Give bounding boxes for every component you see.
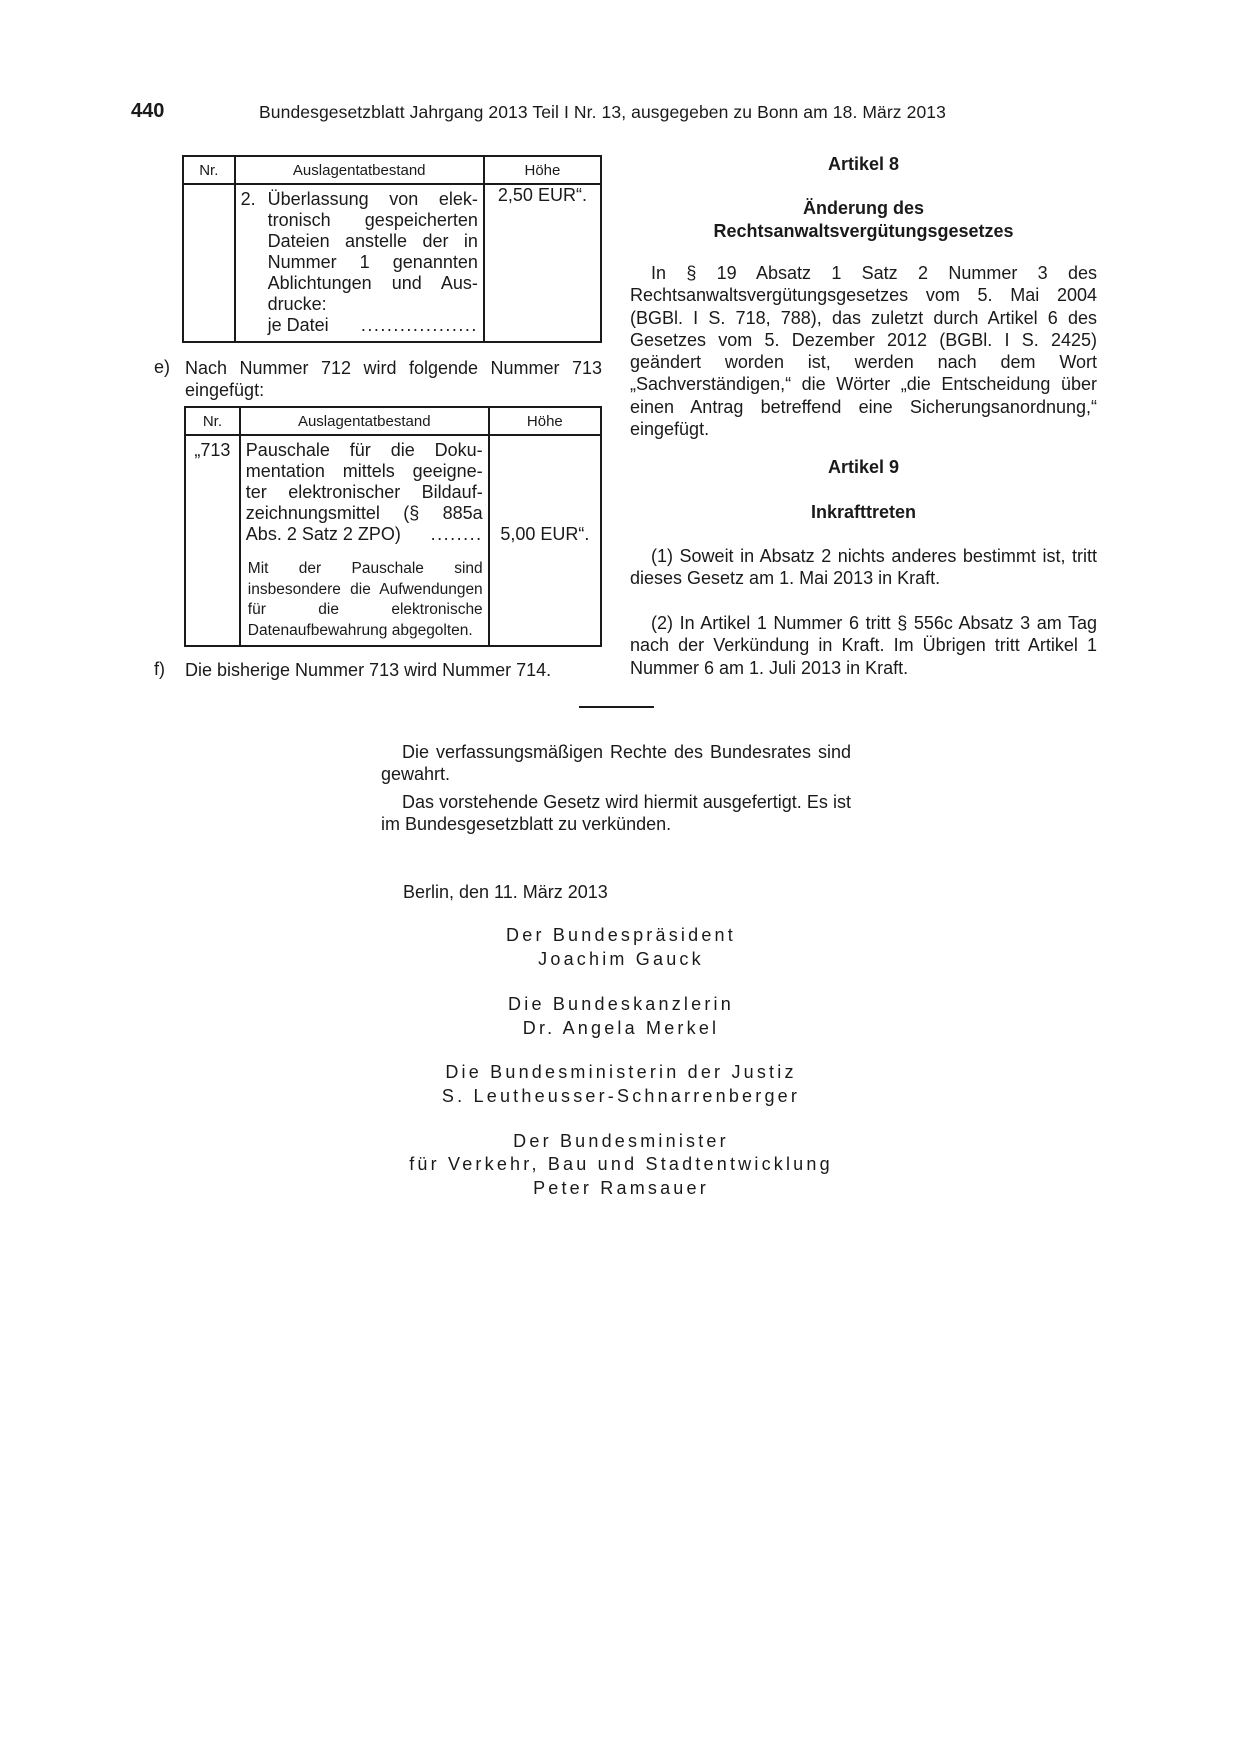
artikel-9-para-1: (1) Soweit in Absatz 2 nichts anderes bestimmt ist, tritt dieses Gesetz am 1. Mai 2013 in Kraft.: [630, 546, 1097, 589]
row-amount: [489, 435, 601, 646]
row-description: [240, 435, 489, 646]
leader-dots: ..................: [360, 315, 478, 335]
description-last-line: je Datei: [267, 315, 329, 335]
table-row: [183, 184, 601, 342]
artikel-8-title-line: Rechtsanwaltsvergütungsgesetzes: [713, 220, 1014, 241]
column-header-auslagentatbestand: Auslagentatbestand: [235, 156, 484, 184]
column-header-nr: Nr.: [183, 156, 235, 184]
column-header-auslagentatbestand: Auslagentatbestand: [240, 407, 489, 435]
fee-table-1: [182, 155, 602, 343]
description-line: Überlassung von elek-: [267, 189, 478, 209]
description-line: mentation mittels geeigne-: [245, 461, 483, 481]
signature-2-title: Die Bundeskanzlerin: [508, 994, 734, 1014]
description-line: Pauschale für die Doku-: [245, 440, 483, 460]
description-line: Ablichtungen und Aus-: [267, 273, 478, 293]
row-nr-value: „713: [194, 440, 231, 460]
fee-table-2: [184, 406, 602, 647]
table-row: [185, 435, 601, 646]
item-number: 2.: [240, 189, 256, 209]
table-header-row: [183, 156, 601, 184]
signature-3-title: Die Bundesministerin der Justiz: [445, 1062, 797, 1082]
column-header-nr: Nr.: [185, 407, 240, 435]
row-description: [235, 184, 484, 342]
separator-rule: [579, 706, 654, 708]
signature-1-name: Joachim Gauck: [538, 949, 704, 969]
table-note: Mit der Pauschale sind insbesondere die Aufwendungen für die elektronische Datenaufbewahrung abgegolten.: [247, 560, 483, 639]
place-date: Berlin, den 11. März 2013: [403, 882, 608, 902]
amount-value: 5,00 EUR“.: [500, 524, 590, 544]
amount-value: 2,50 EUR“.: [497, 185, 587, 205]
column-header-hoehe: Höhe: [489, 407, 601, 435]
signature-2-name: Dr. Angela Merkel: [522, 1018, 720, 1038]
signature-4-title: Der Bundesminister: [513, 1131, 729, 1151]
page-number: 440: [131, 100, 165, 122]
artikel-9-title: Inkrafttreten: [810, 502, 917, 522]
leader-dots: ........: [430, 524, 483, 544]
artikel-8-text: In § 19 Absatz 1 Satz 2 Nummer 3 des Rechtsanwaltsvergütungsgesetzes vom 5. Mai 2004 (BGBl. I S. 718, 788), das zuletzt durch Artikel 6 des Gesetzes vom 5. Dezember 2012 (BGBl. I S. 2425) geändert worden ist, werden nach dem Wort „Sachverständigen,“ die Wörter „die Entscheidung über einen Antrag betreffend eine Sicherungsanordnung,“ eingefügt.: [630, 263, 1097, 440]
closing-para-1: Die verfassungsmäßigen Rechte des Bundesrates sind gewahrt.: [381, 742, 851, 785]
description-line: Dateien anstelle der in: [267, 231, 478, 251]
artikel-8-title-line: Änderung des: [802, 198, 924, 218]
item-e-label: e): [154, 357, 171, 377]
closing-para-2: Das vorstehende Gesetz wird hiermit ausgefertigt. Es ist im Bundesgesetzblatt zu verkünden.: [381, 792, 851, 835]
row-nr: [183, 184, 235, 342]
row-nr: [185, 435, 240, 646]
artikel-9-para-2: (2) In Artikel 1 Nummer 6 tritt § 556c Absatz 3 am Tag nach der Verkündung in Kraft. Im Übrigen tritt Artikel 1 Nummer 6 am 1. Juli 2013 in Kraft.: [630, 613, 1097, 678]
description-line: drucke:: [267, 294, 327, 314]
signature-4-title-2: für Verkehr, Bau und Stadtentwicklung: [409, 1154, 833, 1174]
table-header-row: [185, 407, 601, 435]
description-last-line: Abs. 2 Satz 2 ZPO): [245, 524, 401, 544]
running-head: Bundesgesetzblatt Jahrgang 2013 Teil I Nr. 13, ausgegeben zu Bonn am 18. März 2013: [259, 102, 946, 122]
signature-4-name: Peter Ramsauer: [533, 1178, 709, 1198]
artikel-8-heading: Artikel 8: [827, 154, 900, 174]
signature-1-title: Der Bundespräsident: [506, 925, 736, 945]
column-header-hoehe: Höhe: [484, 156, 601, 184]
description-line: tronisch gespeicherten: [267, 210, 478, 230]
row-amount: [484, 184, 601, 342]
artikel-8-title: [630, 197, 1097, 242]
item-f-text: Die bisherige Nummer 713 wird Nummer 714.: [185, 660, 552, 680]
description-line: zeichnungsmittel (§ 885a: [245, 503, 483, 523]
signature-3-name: S. Leutheusser-Schnarrenberger: [441, 1086, 801, 1106]
item-e-text: Nach Nummer 712 wird folgende Nummer 713 eingefügt:: [185, 358, 602, 401]
description-line: Nummer 1 genannten: [267, 252, 478, 272]
item-f-label: f): [154, 659, 165, 679]
description-line: ter elektronischer Bildauf-: [245, 482, 483, 502]
artikel-9-heading: Artikel 9: [827, 457, 900, 477]
